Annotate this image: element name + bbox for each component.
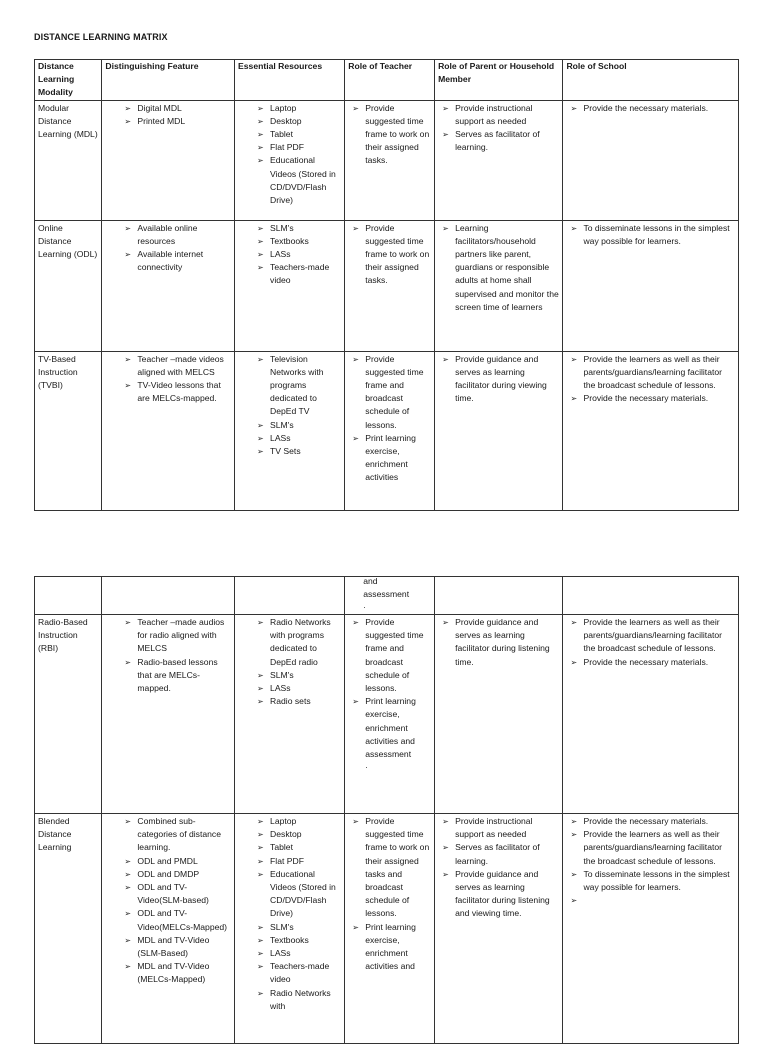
- list-item: ➢ Provide the necessary materials.: [566, 392, 735, 405]
- header-teacher: Role of Teacher: [345, 60, 435, 101]
- header-parent: Role of Parent or Household Member: [435, 60, 563, 101]
- list-item: ➢ Provide the necessary materials.: [566, 656, 735, 669]
- table-row: [35, 615, 739, 814]
- list-item: ➢ Provide the learners as well as their parents/guardians/learning facilitator the broadcast schedule of lessons.: [566, 353, 735, 393]
- cell-feature: [102, 351, 235, 510]
- list-item: ➢ Tablet: [238, 128, 341, 141]
- list-item: ➢ SLM's: [238, 921, 341, 934]
- list-item: ➢ LASs: [238, 682, 341, 695]
- list-item: ➢ TV Sets: [238, 445, 341, 458]
- list-item: ➢ Digital MDL: [105, 102, 231, 115]
- bullet-list: [238, 815, 341, 1013]
- bullet-list: [238, 222, 341, 288]
- list-item: ➢ LASs: [238, 248, 341, 261]
- bullet-list: [438, 222, 559, 314]
- table-row: [35, 814, 739, 1044]
- list-item: ➢ Provide guidance and serves as learning facilitator during viewing time.: [438, 353, 559, 406]
- list-item: ➢ Print learning exercise, enrichment activities and assessment: [348, 695, 431, 761]
- bullet-list: [438, 616, 559, 669]
- list-item: ➢ SLM's: [238, 222, 341, 235]
- cell-resources: [235, 100, 345, 220]
- bullet-list: [438, 353, 559, 406]
- list-item: ➢ Textbooks: [238, 235, 341, 248]
- list-item: ➢ TV-Video lessons that are MELCs-mapped.: [105, 379, 231, 405]
- bullet-list: [348, 222, 431, 288]
- bullet-list: [105, 353, 231, 406]
- cell-parent: [435, 814, 563, 1044]
- list-item: ➢ LASs: [238, 947, 341, 960]
- list-item: ➢ Provide instructional support as needed: [438, 102, 559, 128]
- list-item: ➢ Desktop: [238, 115, 341, 128]
- list-item: ➢ Provide suggested time frame to work on their assigned tasks and broadcast schedule of lessons.: [348, 815, 431, 921]
- cell-modality: Modular Distance Learning (MDL): [35, 100, 102, 220]
- list-item: ➢ Tablet: [238, 841, 341, 854]
- teacher-continued-text: and assessment: [363, 576, 410, 600]
- bullet-list: [105, 102, 231, 128]
- list-item: ➢ SLM's: [238, 669, 341, 682]
- bullet-list: [348, 353, 431, 485]
- list-item: ➢ Provide suggested time frame to work on their assigned tasks.: [348, 222, 431, 288]
- list-item: ➢ Provide the necessary materials.: [566, 815, 735, 828]
- cell-school: [563, 100, 739, 220]
- list-item: ➢ SLM's: [238, 419, 341, 432]
- cell-resources: [235, 814, 345, 1044]
- bullet-list: [438, 815, 559, 921]
- cell-resources: [235, 615, 345, 814]
- list-item: ➢ Laptop: [238, 815, 341, 828]
- teacher-continued-dot: .: [363, 600, 366, 611]
- cell-modality: TV-Based Instruction (TVBI): [35, 351, 102, 510]
- cell-parent: [435, 615, 563, 814]
- list-item: ➢ To disseminate lessons in the simplest way possible for learners.: [566, 222, 735, 248]
- bullet-list: [238, 353, 341, 459]
- list-item: ➢ Provide the necessary materials.: [566, 102, 735, 115]
- cell-school: [563, 615, 739, 814]
- distance-learning-matrix-table-continued: [34, 576, 739, 1044]
- list-item: ➢ Print learning exercise, enrichment activities and: [348, 921, 431, 974]
- list-item: ➢ Serves as facilitator of learning.: [438, 841, 559, 867]
- cell-modality: Online Distance Learning (ODL): [35, 220, 102, 351]
- bullet-list: [566, 102, 735, 115]
- cell-teacher: [345, 220, 435, 351]
- list-item: ➢ Educational Videos (Stored in CD/DVD/Flash Drive): [238, 868, 341, 921]
- header-resources: Essential Resources: [235, 60, 345, 101]
- list-item: ➢ Serves as facilitator of learning.: [438, 128, 559, 154]
- list-item: ➢ Available internet connectivity: [105, 248, 231, 274]
- list-item: ➢ Printed MDL: [105, 115, 231, 128]
- cell-school: [563, 220, 739, 351]
- bullet-list: [238, 616, 341, 708]
- list-item: ➢ Combined sub-categories of distance learning.: [105, 815, 231, 855]
- list-item: ➢ Provide instructional support as needed: [438, 815, 559, 841]
- bullet-list: [348, 616, 431, 761]
- bullet-list: [238, 102, 341, 208]
- bullet-list: [566, 222, 735, 248]
- list-item: ➢ Learning facilitators/household partners like parent, guardians or responsible adults at home shall supervised and monitor the screen time of learners: [438, 222, 559, 314]
- cell-teacher: [345, 615, 435, 814]
- list-item: ➢ LASs: [238, 432, 341, 445]
- bullet-list: [348, 102, 431, 168]
- list-item: ➢ Radio Networks with: [238, 987, 341, 1013]
- list-item: ➢ Provide suggested time frame to work on their assigned tasks.: [348, 102, 431, 168]
- list-item: ➢ To disseminate lessons in the simplest way possible for learners.: [566, 868, 735, 894]
- teacher-trailing-dot: .: [365, 760, 368, 771]
- cell-empty: [435, 577, 563, 615]
- bullet-list: [105, 222, 231, 275]
- list-item: ➢ ODL and PMDL: [105, 855, 231, 868]
- table-row: [35, 351, 739, 510]
- cell-school: [563, 814, 739, 1044]
- list-item: ➢ ODL and DMDP: [105, 868, 231, 881]
- list-item: ➢ MDL and TV-Video (SLM-Based): [105, 934, 231, 960]
- list-item: ➢ ODL and TV-Video(MELCs-Mapped): [105, 907, 231, 933]
- table-row: [35, 100, 739, 220]
- document-title: DISTANCE LEARNING MATRIX: [34, 32, 168, 42]
- cell-feature: [102, 220, 235, 351]
- list-item: ➢ Flat PDF: [238, 855, 341, 868]
- list-item: ➢ Radio Networks with programs dedicated to DepEd radio: [238, 616, 341, 669]
- cell-empty: [35, 577, 102, 615]
- cell-teacher: [345, 814, 435, 1044]
- list-item: ➢ Television Networks with programs dedicated to DepEd TV: [238, 353, 341, 419]
- cell-parent: [435, 351, 563, 510]
- cell-parent: [435, 100, 563, 220]
- distance-learning-matrix-table: [34, 59, 739, 511]
- cell-teacher: [345, 351, 435, 510]
- bullet-list: [566, 616, 735, 669]
- list-item: ➢ Flat PDF: [238, 141, 341, 154]
- table-row: [35, 220, 739, 351]
- cell-feature: [102, 615, 235, 814]
- cell-empty: [563, 577, 739, 615]
- list-item: ➢ Provide guidance and serves as learning facilitator during listening time.: [438, 616, 559, 669]
- bullet-list: [105, 616, 231, 695]
- list-item: ➢ Provide suggested time frame and broadcast schedule of lessons.: [348, 353, 431, 432]
- list-item: ➢ Teachers-made video: [238, 261, 341, 287]
- list-item: ➢ Teachers-made video: [238, 960, 341, 986]
- list-item: ➢ Print learning exercise, enrichment activities: [348, 432, 431, 485]
- cell-feature: [102, 814, 235, 1044]
- cell-modality: Blended Distance Learning: [35, 814, 102, 1044]
- list-item: ➢ Educational Videos (Stored in CD/DVD/Flash Drive): [238, 154, 341, 207]
- list-item: ➢ Laptop: [238, 102, 341, 115]
- cell-parent: [435, 220, 563, 351]
- list-item: ➢ MDL and TV-Video (MELCs-Mapped): [105, 960, 231, 986]
- bullet-list: [438, 102, 559, 155]
- header-row: [35, 60, 739, 101]
- cell-modality: Radio-Based Instruction (RBI): [35, 615, 102, 814]
- list-item: ➢ Provide guidance and serves as learning facilitator during listening and viewing time.: [438, 868, 559, 921]
- continuation-row: [35, 577, 739, 615]
- list-item: ➢ Radio sets: [238, 695, 341, 708]
- list-item: ➢ ODL and TV-Video(SLM-based): [105, 881, 231, 907]
- list-item: ➢ Provide suggested time frame and broadcast schedule of lessons.: [348, 616, 431, 695]
- cell-teacher-continued: [345, 577, 435, 615]
- list-item: ➢ Radio-based lessons that are MELCs-mapped.: [105, 656, 231, 696]
- bullet-list: [566, 815, 735, 894]
- list-item: ➢ Desktop: [238, 828, 341, 841]
- cell-feature: [102, 100, 235, 220]
- header-modality: Distance Learning Modality: [35, 60, 102, 101]
- cell-school: [563, 351, 739, 510]
- bullet-list: [105, 815, 231, 987]
- list-item: ➢ Provide the learners as well as their parents/guardians/learning facilitator the broadcast schedule of lessons.: [566, 616, 735, 656]
- cell-empty: [102, 577, 235, 615]
- list-item: ➢ Teacher –made audios for radio aligned with MELCS: [105, 616, 231, 656]
- list-item: ➢ Textbooks: [238, 934, 341, 947]
- bullet-list: [348, 815, 431, 973]
- cell-resources: [235, 220, 345, 351]
- bullet-list: [566, 353, 735, 406]
- cell-teacher: [345, 100, 435, 220]
- header-school: Role of School: [563, 60, 739, 101]
- list-item: ➢ Teacher –made videos aligned with MELCS: [105, 353, 231, 379]
- cell-empty: [235, 577, 345, 615]
- list-item: ➢ Available online resources: [105, 222, 231, 248]
- list-item: ➢ Provide the learners as well as their parents/guardians/learning facilitator the broadcast schedule of lessons.: [566, 828, 735, 868]
- cell-resources: [235, 351, 345, 510]
- header-feature: Distinguishing Feature: [102, 60, 235, 101]
